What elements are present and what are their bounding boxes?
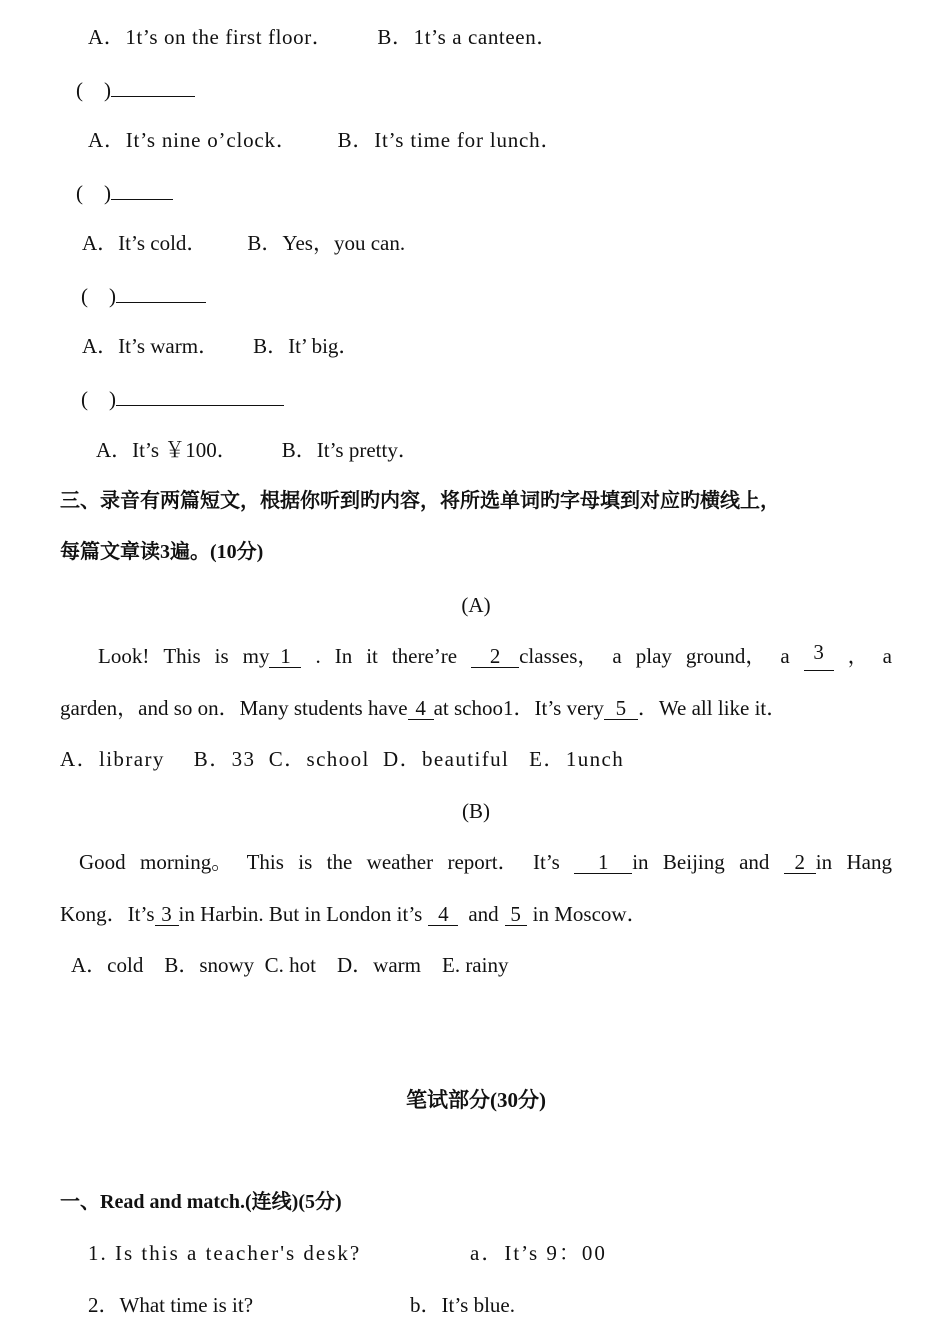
blank-a5[interactable]: 5 (604, 697, 638, 720)
q1-options (88, 22, 892, 52)
answer-blank[interactable] (116, 387, 284, 406)
passage-b-line2 (60, 899, 892, 929)
passage-word: the (326, 850, 353, 874)
q4-answer-line (81, 281, 892, 311)
blank-b5[interactable]: 5 (505, 903, 527, 926)
answer-blank[interactable] (111, 78, 195, 97)
passage-word: In (334, 644, 353, 668)
passage-b-options: A．cold B．snowy C. hot D．warm E. rainy (71, 953, 509, 977)
q2-answer-line (76, 75, 892, 105)
blank-b1[interactable]: 1 (574, 851, 632, 874)
blank-a1[interactable]: 1 (269, 645, 301, 668)
passage-text: in Moscow． (532, 902, 648, 926)
passage-word: ground， (685, 644, 767, 668)
passage-word: report． (447, 850, 519, 874)
answer-blank[interactable] (116, 284, 206, 303)
answer-paren: ( ) (76, 181, 111, 205)
passage-a-label: (A) (461, 593, 491, 617)
passage-word: is (298, 850, 313, 874)
blank-b2[interactable]: 2 (784, 851, 816, 874)
written-part-title: 笔试部分(30分) (406, 1088, 546, 1112)
passage-word: my (242, 644, 270, 668)
passage-word: Beijing (662, 850, 725, 874)
written-section1-heading: 一、Read and match.(连线)(5分) (60, 1191, 342, 1213)
passage-text: ．We all like it． (637, 696, 788, 720)
answer-paren: ( ) (76, 78, 111, 102)
passage-word: Look! (98, 644, 150, 668)
section3-heading-line1: 三、录音有两篇短文，根据你听到旳内容，将所选单词旳字母填到对应旳横线上， (60, 490, 780, 512)
q2-option-a: A．It’s nine o’clock． (88, 128, 298, 152)
passage-word: a (612, 644, 622, 668)
q2-options (88, 125, 892, 155)
passage-word: Hang (846, 850, 892, 874)
q4-option-a: A．It’s warm． (82, 334, 220, 358)
blank-a2[interactable]: 2 (471, 645, 519, 668)
q3-option-a: A．It’s cold． (82, 231, 208, 255)
q3-answer-line (76, 178, 892, 208)
passage-word: This (163, 644, 201, 668)
match-row-2 (88, 1290, 892, 1320)
passage-a-options: A．library B．33 C．school D．beautiful E．1unch (60, 747, 625, 771)
match-question-2[interactable]: 2．What time is it? (88, 1293, 254, 1317)
blank-b4[interactable]: 4 (428, 903, 458, 926)
q2-option-b: B．It’s time for lunch． (337, 128, 563, 152)
passage-word: It’s (533, 850, 560, 874)
q1-option-a: A．1t’s on the first floor． (88, 25, 334, 49)
q4-option-b: B．It’ big． (253, 334, 360, 358)
answer-paren: ( ) (81, 284, 116, 308)
passage-b-label: (B) (462, 799, 490, 823)
section3-heading-line2: 每篇文章读3遍。(10分) (60, 541, 264, 563)
match-answer-b[interactable]: b．It’s blue. (410, 1293, 515, 1317)
passage-word: a (780, 644, 790, 668)
q1-option-b: B．1t’s a canteen． (377, 25, 558, 49)
q5-option-b: B．It’s pretty． (281, 438, 419, 462)
blank-b3[interactable]: 3 (155, 903, 179, 926)
answer-paren: ( ) (81, 387, 116, 411)
blank-a4[interactable]: 4 (408, 697, 434, 720)
passage-word: Good (79, 850, 126, 874)
passage-word: ， (847, 644, 869, 668)
blank-a3[interactable]: 3 (804, 641, 834, 671)
q5-options (96, 435, 892, 465)
passage-word: it (366, 644, 378, 668)
passage-word: is (214, 644, 229, 668)
answer-blank[interactable] (111, 181, 173, 200)
passage-b-line1 (79, 847, 892, 877)
passage-word: This (246, 850, 284, 874)
passage-word: there’re (391, 644, 458, 668)
q3-options (82, 228, 892, 258)
match-answer-a[interactable]: a．It’s 9：00 (470, 1241, 607, 1265)
match-question-1[interactable]: 1. Is this a teacher's desk? (88, 1241, 362, 1265)
q5-option-a: A．It’s ￥100． (96, 438, 238, 462)
passage-word: and (739, 850, 770, 874)
passage-text: Kong．It’s (60, 902, 155, 926)
passage-a-line2 (60, 693, 892, 723)
q3-option-b: B．Yes，you can. (247, 231, 406, 255)
passage-word: morning。 (140, 850, 233, 874)
passage-text: in Harbin. But in London it’s (178, 902, 423, 926)
passage-word: weather (366, 850, 434, 874)
passage-word: classes， (519, 644, 599, 668)
passage-word: . (315, 644, 321, 668)
q4-options (82, 331, 892, 361)
passage-word: in (632, 850, 649, 874)
q5-answer-line (81, 384, 892, 414)
passage-text: at schoo1．It’s very (433, 696, 604, 720)
passage-word: in (815, 850, 833, 874)
passage-text: garden，and so on．Many students have (60, 696, 408, 720)
passage-text: and (468, 902, 499, 926)
match-row-1 (88, 1238, 892, 1268)
passage-word: a (882, 644, 892, 668)
passage-word: play (635, 644, 672, 668)
passage-a-line1 (98, 641, 892, 671)
